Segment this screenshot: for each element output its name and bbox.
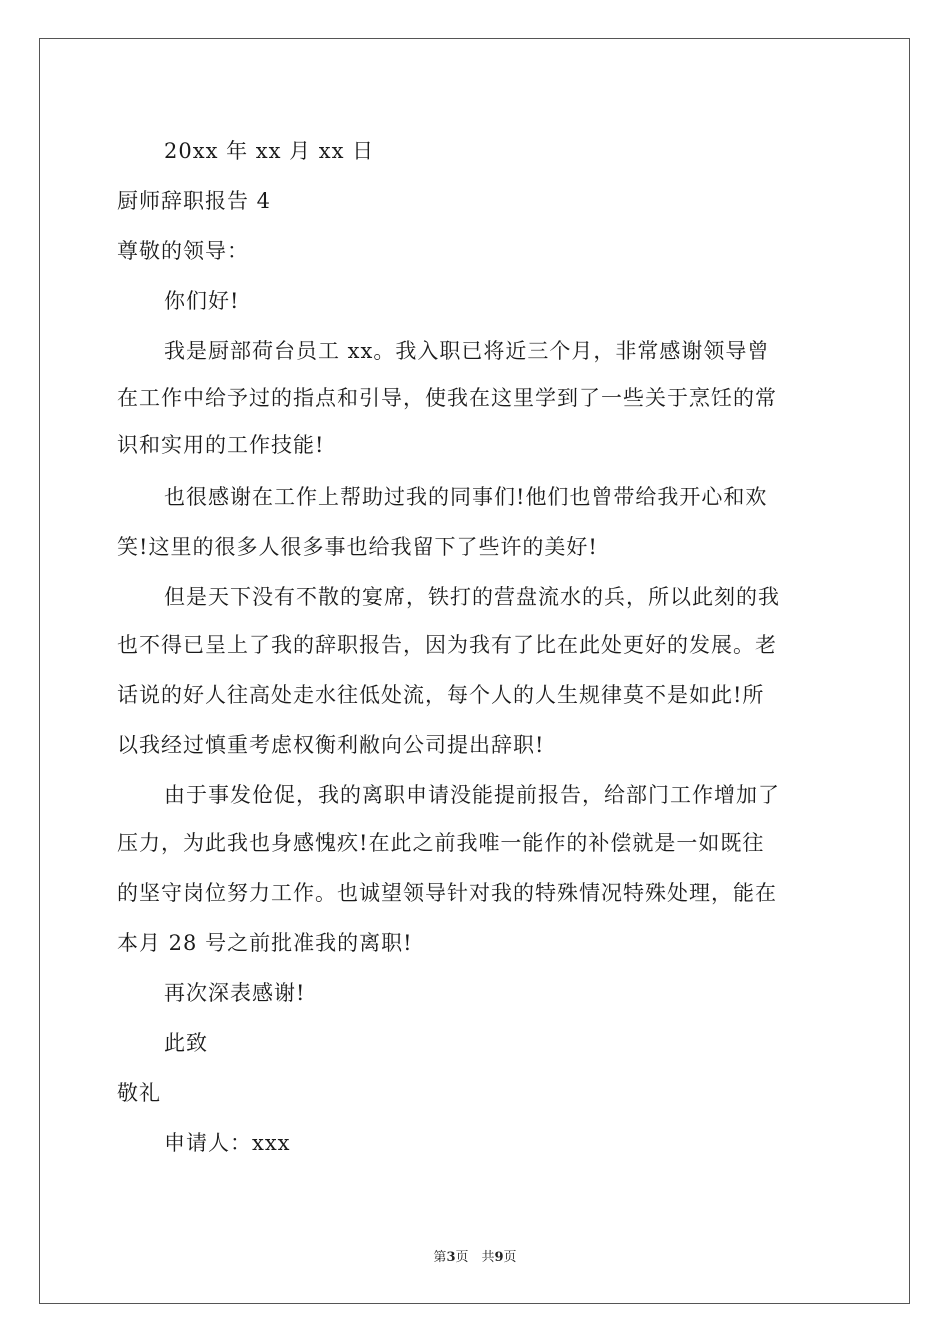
paragraph-line: 压力，为此我也身感愧疚!在此之前我唯一能作的补偿就是一如既往: [117, 831, 765, 855]
salutation: 尊敬的领导：: [117, 239, 249, 263]
paragraph-line: 话说的好人往高处走水往低处流，每个人的人生规律莫不是如此!所: [117, 683, 765, 707]
footer-page-number: 3: [446, 1250, 456, 1265]
paragraph-line: 笑!这里的很多人很多事也给我留下了些许的美好!: [117, 535, 598, 559]
greeting: 你们好!: [164, 289, 240, 313]
paragraph-line: 由于事发伧促，我的离职申请没能提前报告，给部门工作增加了: [164, 783, 780, 807]
footer-prefix: 第: [433, 1250, 447, 1265]
paragraph-line: 识和实用的工作技能!: [117, 433, 325, 457]
footer-mid: 页 共: [455, 1250, 495, 1265]
paragraph-line: 在工作中给予过的指点和引导，使我在这里学到了一些关于烹饪的常: [117, 386, 777, 410]
applicant-line: 申请人：xxx: [164, 1131, 291, 1155]
page-footer: [0, 1249, 950, 1267]
paragraph-line: 我是厨部荷台员工 xx。我入职已将近三个月，非常感谢领导曾: [164, 339, 770, 363]
paragraph-line: 本月 28 号之前批准我的离职!: [117, 931, 413, 955]
document-title: 厨师辞职报告 4: [117, 189, 272, 213]
closing-line: 敬礼: [117, 1081, 161, 1105]
footer-total-pages: 9: [494, 1250, 504, 1265]
paragraph-line: 以我经过慎重考虑权衡利敝向公司提出辞职!: [117, 733, 545, 757]
paragraph-line: 但是天下没有不散的宴席，铁打的营盘流水的兵，所以此刻的我: [164, 585, 780, 609]
paragraph-line: 也不得已呈上了我的辞职报告，因为我有了比在此处更好的发展。老: [117, 633, 777, 657]
paragraph-line: 的坚守岗位努力工作。也诚望领导针对我的特殊情况特殊处理，能在: [117, 881, 777, 905]
closing-line: 此致: [164, 1031, 208, 1055]
date-line: 20xx 年 xx 月 xx 日: [164, 139, 375, 163]
footer-suffix: 页: [503, 1250, 517, 1265]
page-border: [39, 38, 910, 1304]
paragraph-line: 也很感谢在工作上帮助过我的同事们!他们也曾带给我开心和欢: [164, 485, 768, 509]
thanks-line: 再次深表感谢!: [164, 981, 306, 1005]
